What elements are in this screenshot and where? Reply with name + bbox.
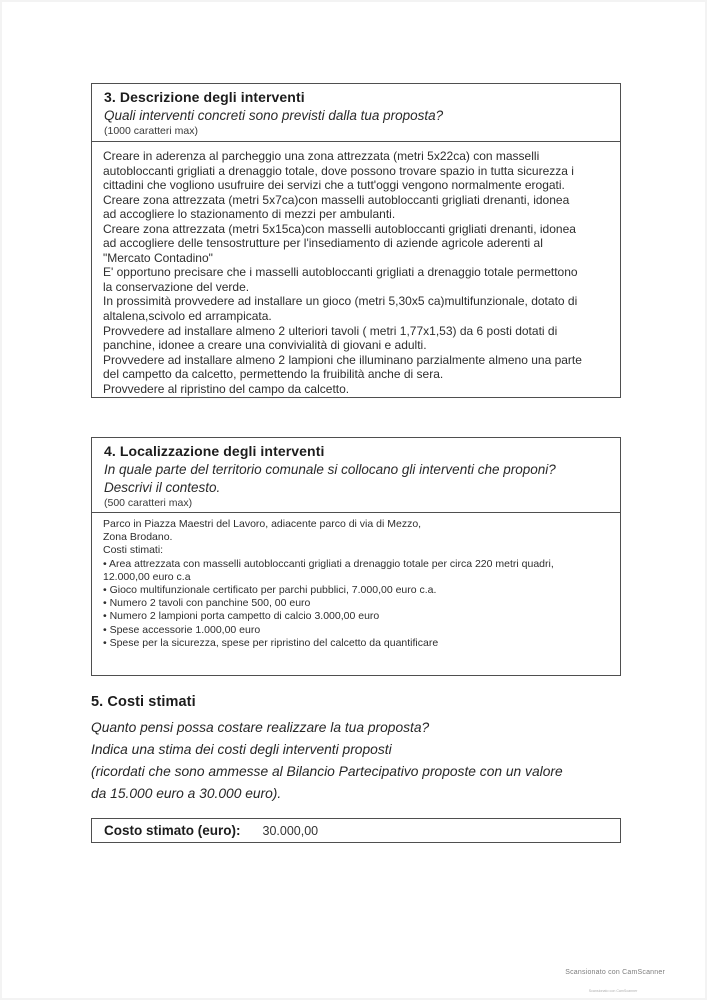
text-line: Provvedere ad installare almeno 2 ulteriori tavoli ( metri 1,77x1,53) da 6 posti dotati di (103, 323, 558, 338)
text-line: Creare zona attrezzata (metri 5x7ca)con masselli autobloccanti grigliati drenanti, idonea (103, 192, 570, 207)
text-line: • Spese per la sicurezza, spese per ripristino del calcetto da quantificare (103, 636, 439, 649)
text-line: Indica una stima dei costi degli interventi proposti (91, 742, 392, 757)
section-5-title: 5. Costi stimati (91, 694, 196, 710)
text-line: Zona Brodano. (103, 531, 173, 544)
camscanner-watermark: Scansionato con CamScanner (565, 969, 665, 976)
section-3-header (92, 84, 620, 142)
text-line: Quanto pensi possa costare realizzare la tua proposta? (91, 720, 430, 735)
text-line: Costi stimati: (103, 544, 164, 557)
text-line: • Gioco multifunzionale certificato per parchi pubblici, 7.000,00 euro c.a. (103, 584, 437, 597)
cost-estimate-label: Costo stimato (euro): (104, 823, 241, 838)
text-line: In prossimità provvedere ad installare un gioco (metri 5,30x5 ca)multifunzionale, dotato di (103, 294, 578, 309)
text-line: ad accogliere lo stazionamento di mezzi per ambulanti. (103, 207, 396, 222)
text-line: Parco in Piazza Maestri del Lavoro, adiacente parco di via di Mezzo, (103, 518, 422, 530)
section-5-text (91, 717, 636, 805)
text-line: Provvedere ad installare almeno 2 lampioni che illuminano parzialmente almeno una parte (103, 352, 582, 367)
text-line: • Numero 2 tavoli con panchine 500, 00 euro (103, 597, 311, 610)
section-4-box (91, 437, 621, 676)
text-line: la conservazione del verde. (103, 279, 250, 294)
text-line: da 15.000 euro a 30.000 euro). (91, 786, 282, 801)
text-line: del campetto da calcetto, permettendo la fruibilità anche di sera. (103, 367, 444, 382)
section-4-char-limit: (500 caratteri max) (104, 497, 193, 509)
text-line: • Area attrezzata con masselli autobloccanti grigliati a drenaggio totale per circa 220 metri quadri, (103, 557, 554, 570)
cost-estimate-value: 30.000,00 (262, 823, 319, 838)
section-4-title: 4. Localizzazione degli interventi (104, 443, 325, 459)
section-3-body (92, 142, 620, 396)
section-4-question-line1: In quale parte del territorio comunale si collocano gli interventi che proponi? (104, 462, 556, 477)
section-4-header (92, 438, 620, 513)
text-line: • Numero 2 lampioni porta campetto di calcio 3.000,00 euro (103, 610, 380, 623)
text-line: "Mercato Contadino" (103, 250, 213, 265)
text-line: altalena,scivolo ed arrampicata. (103, 309, 272, 324)
text-line: Creare zona attrezzata (metri 5x15ca)con masselli autobloccanti grigliati drenanti, idonea (103, 221, 576, 236)
text-line: Creare in aderenza al parcheggio una zona attrezzata (metri 5x22ca) con masselli (103, 149, 540, 163)
text-line: cittadini che vogliono usufruire dei servizi che a tutt'oggi vengono normalmente erogati. (103, 178, 565, 193)
section-5 (91, 694, 636, 805)
section-4-question-line2: Descrivi il contesto. (104, 480, 221, 495)
text-line: panchine, idonee a creare una convivialità di giovani e adulti. (103, 338, 427, 353)
camscanner-watermark-small: Scansionato con CamScanner (588, 988, 638, 993)
text-line: 12.000,00 euro c.a (103, 570, 191, 583)
text-line: Provvedere al ripristino del campo da calcetto. (103, 381, 350, 396)
cost-estimate-box (91, 818, 621, 843)
section-3-question: Quali interventi concreti sono previsti dalla tua proposta? (104, 108, 444, 123)
section-3-char-limit: (1000 caratteri max) (104, 125, 198, 137)
text-line: ad accogliere delle tensostrutture per l'insediamento di aziende agricole aderenti al (103, 236, 543, 251)
text-line: E' opportuno precisare che i masselli autobloccanti grigliati a drenaggio totale permettono (103, 265, 578, 280)
section-3-title: 3. Descrizione degli interventi (104, 89, 305, 105)
text-line: • Spese accessorie 1.000,00 euro (103, 623, 261, 636)
text-line: (ricordati che sono ammesse al Bilancio Partecipativo proposte con un valore (91, 764, 563, 779)
section-4-body (92, 513, 620, 650)
section-3-box (91, 83, 621, 398)
text-line: autobloccanti grigliati a drenaggio totale, dove possono trovare spazio in tutta sicurezza i (103, 163, 574, 178)
